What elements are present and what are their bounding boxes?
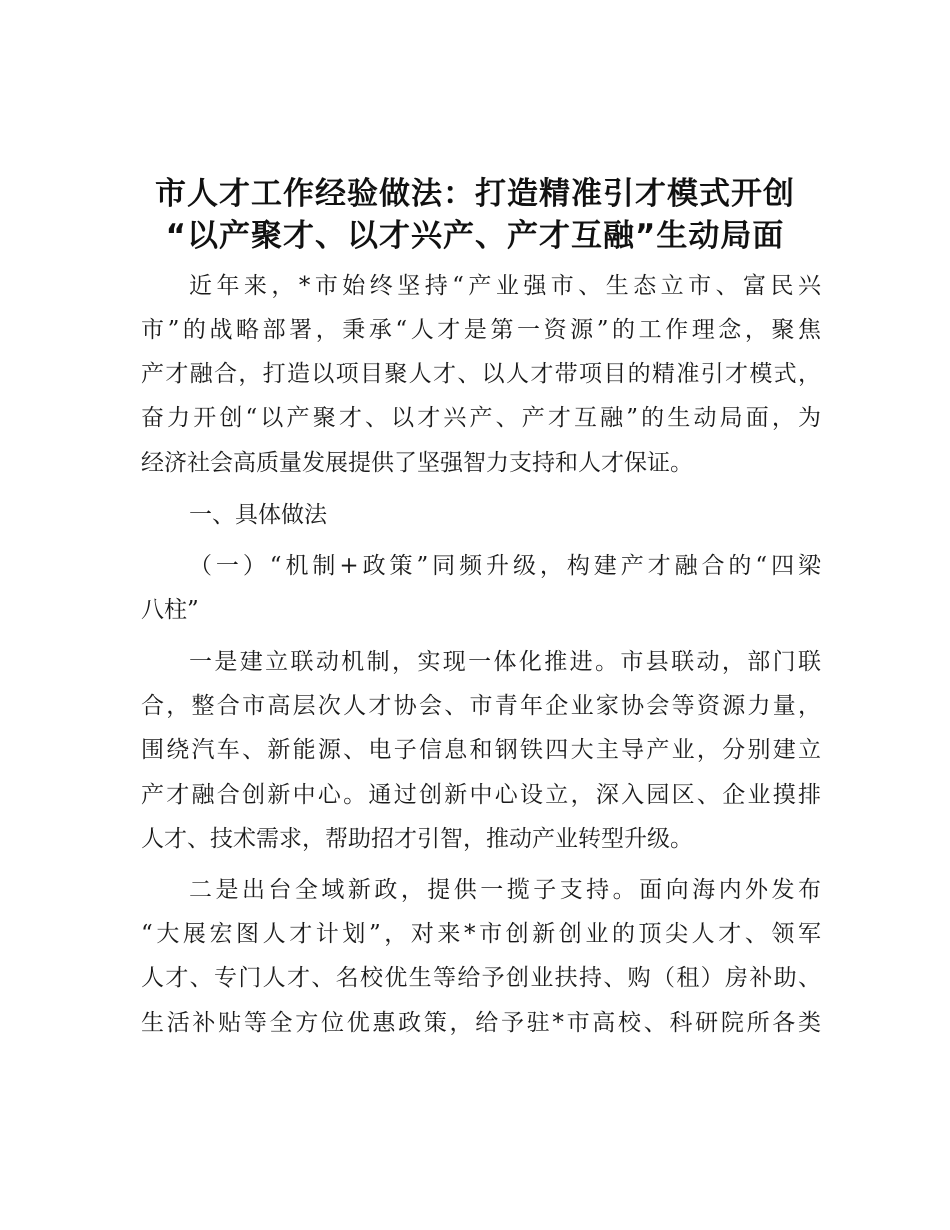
intro-paragraph-line: 近年来，*市始终坚持“产业强市、生态立市、富民兴: [189, 273, 821, 299]
body-paragraph-line: 人才、技术需求，帮助招才引智，推动产业转型升级。: [141, 826, 693, 852]
body-paragraph-line: 合，整合市高层次人才协会、市青年企业家协会等资源力量，: [141, 693, 821, 719]
intro-paragraph-line: 市”的战略部署，秉承“人才是第一资源”的工作理念，聚焦: [141, 317, 821, 343]
section-heading: 一、具体做法: [189, 502, 327, 528]
body-paragraph-line: 二是出台全域新政，提供一揽子支持。面向海内外发布: [189, 877, 821, 903]
subsection-heading-line: 八柱”: [141, 597, 199, 623]
intro-paragraph-line: 经济社会高质量发展提供了坚强智力支持和人才保证。: [141, 450, 693, 476]
body-paragraph-line: 一是建立联动机制，实现一体化推进。市县联动，部门联: [189, 649, 821, 675]
document-title-line-1: 市人才工作经验做法：打造精准引才模式开创: [155, 176, 795, 212]
body-paragraph-line: 人才、专门人才、名校优生等给予创业扶持、购（租）房补助、: [141, 965, 821, 991]
subsection-heading-line: （一）“机制+政策”同频升级，构建产才融合的“四梁: [189, 553, 821, 579]
intro-paragraph-line: 奋力开创“以产聚才、以才兴产、产才互融”的生动局面，为: [141, 405, 821, 431]
intro-paragraph-line: 产才融合，打造以项目聚人才、以人才带项目的精准引才模式，: [141, 361, 821, 387]
document-title-line-2: “以产聚才、以才兴产、产才互融”生动局面: [165, 218, 785, 254]
body-paragraph-line: “大展宏图人才计划”，对来*市创新创业的顶尖人才、领军: [141, 921, 821, 947]
body-paragraph-line: 围绕汽车、新能源、电子信息和钢铁四大主导产业，分别建立: [141, 737, 821, 763]
body-paragraph-line: 生活补贴等全方位优惠政策，给予驻*市高校、科研院所各类: [141, 1010, 821, 1036]
body-paragraph-line: 产才融合创新中心。通过创新中心设立，深入园区、企业摸排: [141, 782, 821, 808]
